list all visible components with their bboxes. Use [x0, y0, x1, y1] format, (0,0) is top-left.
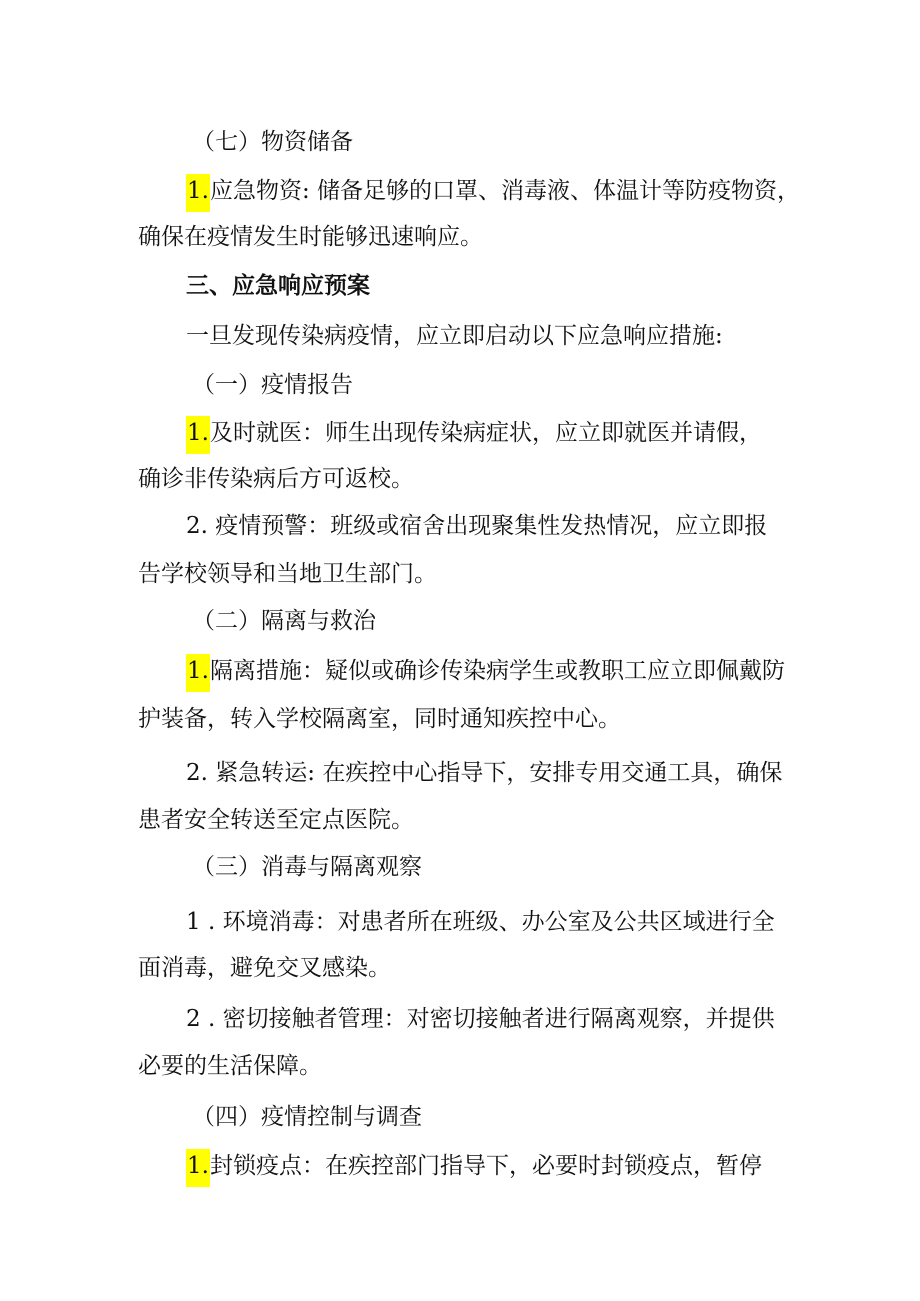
- paragraph-line: 2. 紧急转运: 在疾控中心指导下，安排专用交通工具，确保: [186, 760, 783, 786]
- paragraph-line: 2 . 密切接触者管理：对密切接触者进行隔离观察，并提供: [186, 1006, 775, 1032]
- highlighted-number: 1.: [186, 1149, 210, 1187]
- paragraph-line: 告学校领导和当地卫生部门。: [138, 561, 437, 587]
- paragraph-line: 确保在疫情发生时能够迅速响应。: [138, 224, 483, 250]
- paragraph-line: 面消毒，避免交叉感染。: [138, 955, 391, 981]
- paragraph-line: 确诊非传染病后方可返校。: [138, 466, 414, 492]
- paragraph-line: 2. 疫情预警：班级或宿舍出现聚集性发热情况，应立即报: [186, 513, 768, 539]
- highlighted-number: 1.: [186, 654, 210, 692]
- highlighted-number: 1.: [186, 174, 210, 212]
- highlighted-number: 1.: [186, 416, 210, 454]
- paragraph-line: 一旦发现传染病疫情，应立即启动以下应急响应措施:: [186, 323, 723, 349]
- subsection-heading-1: （一）疫情报告: [192, 372, 353, 398]
- subsection-heading-4: （四）疫情控制与调查: [192, 1104, 422, 1130]
- paragraph-line: 1 . 环境消毒：对患者所在班级、办公室及公共区域进行全: [186, 909, 775, 935]
- section-heading-3: 三、应急响应预案: [186, 272, 370, 299]
- paragraph-line: 护装备，转入学校隔离室，同时通知疾控中心。: [138, 706, 621, 732]
- subsection-heading-3: （三）消毒与隔离观察: [192, 854, 422, 880]
- subsection-heading-7: （七）物资储备: [192, 129, 353, 155]
- paragraph-line: 1.及时就医：师生出现传染病症状，应立即就医并请假，: [186, 418, 762, 454]
- subsection-heading-2: （二）隔离与救治: [192, 608, 376, 634]
- paragraph-line: 1.应急物资: 储备足够的口罩、消毒液、体温计等防疫物资，: [186, 176, 800, 212]
- paragraph-line: 必要的生活保障。: [138, 1053, 322, 1079]
- paragraph-line: 1.隔离措施：疑似或确诊传染病学生或教职工应立即佩戴防: [186, 656, 785, 692]
- paragraph-line: 1.封锁疫点：在疾控部门指导下，必要时封锁疫点，暂停: [186, 1151, 762, 1187]
- paragraph-line: 患者安全转送至定点医院。: [138, 807, 414, 833]
